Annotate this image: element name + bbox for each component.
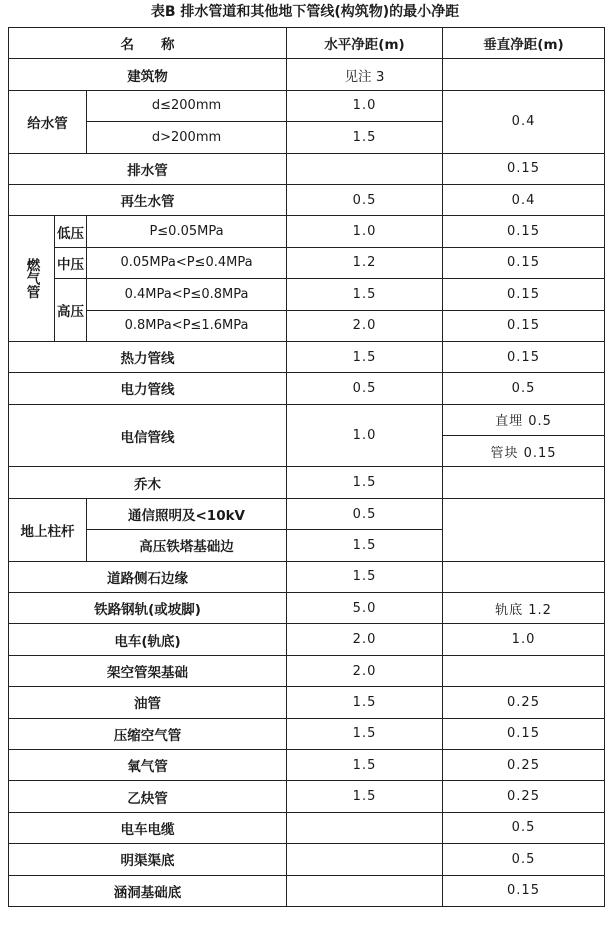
table-row xyxy=(9,561,605,592)
table-row xyxy=(9,875,605,906)
table-row xyxy=(9,624,605,655)
horizontal-value: 5.0 xyxy=(287,593,443,624)
horizontal-value: 1.5 xyxy=(287,341,443,372)
row-name: 乙炔管 xyxy=(9,781,287,812)
vertical-value: 0.15 xyxy=(443,216,605,247)
vertical-value: 0.15 xyxy=(443,153,605,184)
vertical-value xyxy=(443,467,605,498)
vertical-value: 0.4 xyxy=(443,184,605,215)
vertical-value: 0.25 xyxy=(443,687,605,718)
table-title: 表B 排水管道和其他地下管线(构筑物)的最小净距 xyxy=(150,4,460,20)
row-name: 压缩空气管 xyxy=(9,718,287,749)
horizontal-value xyxy=(287,153,443,184)
table-row xyxy=(9,216,605,247)
table-row xyxy=(9,310,605,341)
pressure-level: 中压 xyxy=(55,247,87,278)
row-name: 铁路钢轨(或坡脚) xyxy=(9,593,287,624)
row-name: 电信管线 xyxy=(9,404,287,467)
header-name: 名 称 xyxy=(9,28,287,59)
row-name: 架空管架基础 xyxy=(9,655,287,686)
horizontal-value xyxy=(287,844,443,875)
table-row xyxy=(9,184,605,215)
horizontal-value: 见注 3 xyxy=(287,59,443,90)
vertical-value: 直埋 0.5 xyxy=(443,404,605,435)
table-row xyxy=(9,153,605,184)
header-vertical: 垂直净距(m) xyxy=(443,28,605,59)
vertical-value xyxy=(443,59,605,90)
horizontal-value: 2.0 xyxy=(287,655,443,686)
row-name: 道路侧石边缘 xyxy=(9,561,287,592)
pressure-level: 低压 xyxy=(55,216,87,247)
row-name: 涵洞基础底 xyxy=(9,875,287,906)
table-row xyxy=(9,812,605,843)
table-row xyxy=(9,749,605,780)
sub-condition: d≤200mm xyxy=(87,90,287,121)
horizontal-value xyxy=(287,875,443,906)
horizontal-value: 2.0 xyxy=(287,624,443,655)
row-name: 建筑物 xyxy=(9,59,287,90)
vertical-value: 0.4 xyxy=(443,90,605,153)
horizontal-value: 1.5 xyxy=(287,467,443,498)
vertical-value: 0.15 xyxy=(443,341,605,372)
sub-condition: 0.8MPa<P≤1.6MPa xyxy=(87,310,287,341)
sub-condition: 0.4MPa<P≤0.8MPa xyxy=(87,279,287,310)
vertical-value: 1.0 xyxy=(443,624,605,655)
horizontal-value: 2.0 xyxy=(287,310,443,341)
table-row xyxy=(9,718,605,749)
table-row xyxy=(9,655,605,686)
table-row xyxy=(9,247,605,278)
vertical-value: 轨底 1.2 xyxy=(443,593,605,624)
pressure-level: 高压 xyxy=(55,279,87,342)
table-row xyxy=(9,467,605,498)
vertical-value: 0.5 xyxy=(443,812,605,843)
row-name: 燃气管 xyxy=(9,216,55,342)
row-name: 油管 xyxy=(9,687,287,718)
horizontal-value: 1.5 xyxy=(287,530,443,561)
table-row xyxy=(9,498,605,529)
horizontal-value: 0.5 xyxy=(287,184,443,215)
row-name: 氧气管 xyxy=(9,749,287,780)
table-row xyxy=(9,373,605,404)
sub-condition: 高压铁塔基础边 xyxy=(87,530,287,561)
sub-condition: 0.05MPa<P≤0.4MPa xyxy=(87,247,287,278)
sub-condition: d>200mm xyxy=(87,122,287,153)
vertical-value: 0.5 xyxy=(443,373,605,404)
horizontal-value: 1.5 xyxy=(287,279,443,310)
horizontal-value: 1.5 xyxy=(287,781,443,812)
vertical-value: 0.15 xyxy=(443,279,605,310)
table-row xyxy=(9,593,605,624)
table-row xyxy=(9,90,605,121)
table-row xyxy=(9,59,605,90)
horizontal-value: 1.0 xyxy=(287,404,443,467)
row-name: 地上柱杆 xyxy=(9,498,87,561)
table-row xyxy=(9,687,605,718)
sub-condition: 通信照明及<10kV xyxy=(87,498,287,529)
horizontal-value: 1.5 xyxy=(287,718,443,749)
table-row xyxy=(9,341,605,372)
sub-condition: P≤0.05MPa xyxy=(87,216,287,247)
row-name: 给水管 xyxy=(9,90,87,153)
row-name: 乔木 xyxy=(9,467,287,498)
vertical-value: 0.15 xyxy=(443,310,605,341)
horizontal-value: 1.5 xyxy=(287,749,443,780)
vertical-value: 0.25 xyxy=(443,749,605,780)
horizontal-value: 1.5 xyxy=(287,687,443,718)
vertical-value: 0.15 xyxy=(443,718,605,749)
clearance-table xyxy=(8,27,605,907)
row-name: 热力管线 xyxy=(9,341,287,372)
table-row xyxy=(9,844,605,875)
vertical-value xyxy=(443,561,605,592)
horizontal-value: 1.5 xyxy=(287,122,443,153)
horizontal-value: 0.5 xyxy=(287,373,443,404)
header-row xyxy=(9,28,605,59)
table-row xyxy=(9,279,605,310)
row-name: 电车电缆 xyxy=(9,812,287,843)
row-name: 电力管线 xyxy=(9,373,287,404)
header-horizontal: 水平净距(m) xyxy=(287,28,443,59)
vertical-value xyxy=(443,498,605,561)
row-name: 明渠渠底 xyxy=(9,844,287,875)
vertical-value: 管块 0.15 xyxy=(443,436,605,467)
horizontal-value: 1.0 xyxy=(287,90,443,121)
vertical-value xyxy=(443,655,605,686)
table-row xyxy=(9,781,605,812)
row-name: 排水管 xyxy=(9,153,287,184)
row-name: 电车(轨底) xyxy=(9,624,287,655)
table-row xyxy=(9,404,605,435)
row-name: 再生水管 xyxy=(9,184,287,215)
vertical-value: 0.5 xyxy=(443,844,605,875)
vertical-value: 0.25 xyxy=(443,781,605,812)
horizontal-value: 1.5 xyxy=(287,561,443,592)
vertical-value: 0.15 xyxy=(443,247,605,278)
horizontal-value: 0.5 xyxy=(287,498,443,529)
horizontal-value: 1.0 xyxy=(287,216,443,247)
vertical-value: 0.15 xyxy=(443,875,605,906)
horizontal-value xyxy=(287,812,443,843)
horizontal-value: 1.2 xyxy=(287,247,443,278)
